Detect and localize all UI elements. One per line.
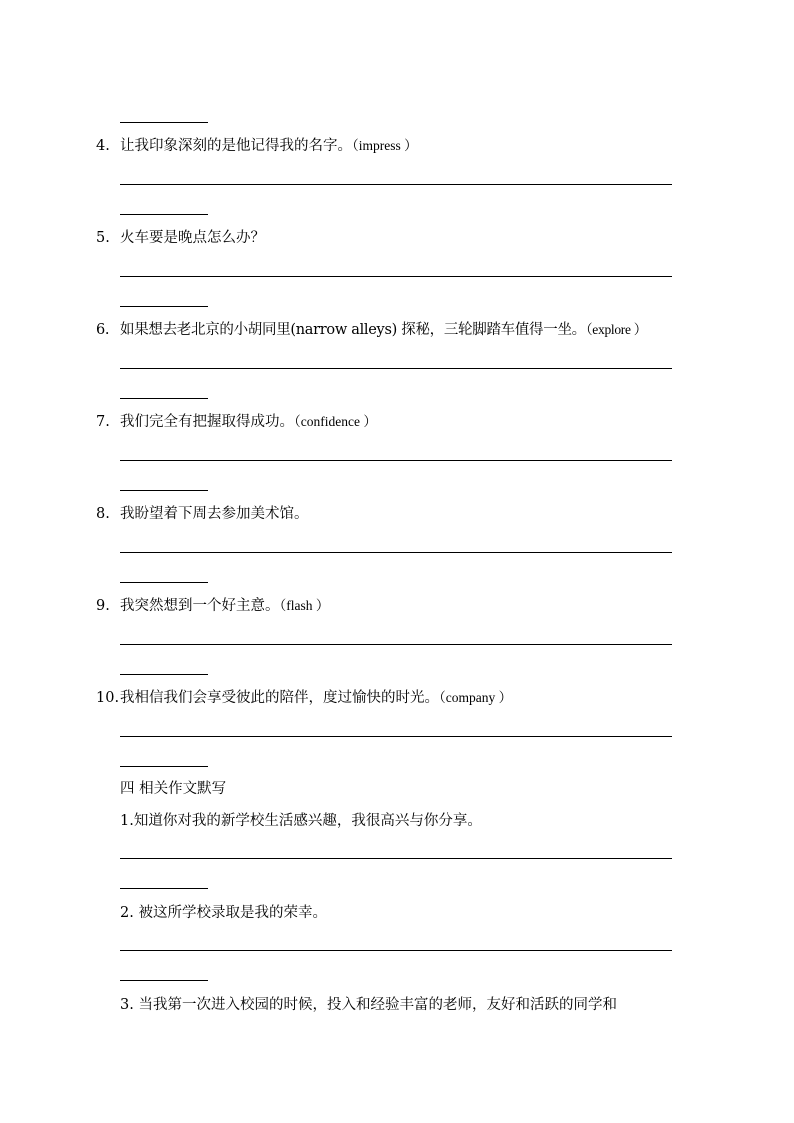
question-text: 我们完全有把握取得成功。: [120, 414, 294, 430]
question-hint: （flash ）: [279, 598, 330, 613]
question-8: [96, 505, 676, 523]
answer-line-short: [120, 888, 208, 889]
section-item-2: 2. 被这所学校录取是我的荣幸。: [120, 905, 327, 921]
section-item-3: 3. 当我第一次进入校园的时候，投入和经验丰富的老师，友好和活跃的同学和: [120, 997, 617, 1013]
question-text: 火车要是晚点怎么办？: [120, 230, 265, 246]
answer-line-short: [120, 766, 208, 767]
answer-line-short: [120, 980, 208, 981]
question-text: 让我印象深刻的是他记得我的名字。: [120, 138, 352, 154]
answer-line-short: [120, 122, 208, 123]
answer-line: [120, 460, 672, 461]
question-number: 5.: [96, 230, 110, 246]
question-5: [96, 229, 676, 247]
question-text: 如果想去老北京的小胡同里(narrow alleys) 探秘，三轮脚踏车值得一坐。: [120, 322, 586, 338]
question-hint: （confidence ）: [294, 414, 377, 429]
question-9: [96, 597, 676, 615]
question-hint: （explore ）: [585, 322, 647, 337]
question-number: 4.: [96, 138, 110, 154]
question-number: 8.: [96, 506, 110, 522]
answer-line-short: [120, 398, 208, 399]
section-item-1: 1.知道你对我的新学校生活感兴趣，我很高兴与你分享。: [120, 813, 482, 829]
answer-line: [120, 368, 672, 369]
question-10: [96, 689, 676, 707]
answer-line-short: [120, 490, 208, 491]
question-number: 9.: [96, 598, 110, 614]
question-7: [96, 413, 676, 431]
section-heading: 四 相关作文默写: [120, 781, 227, 797]
question-6: [96, 321, 676, 339]
answer-line-short: [120, 306, 208, 307]
question-text: 我相信我们会享受彼此的陪伴，度过愉快的时光。: [120, 690, 439, 706]
answer-line: [120, 276, 672, 277]
answer-line: [120, 644, 672, 645]
question-hint: （company ）: [439, 690, 513, 705]
question-text: 我盼望着下周去参加美术馆。: [120, 506, 309, 522]
question-number: 7.: [96, 414, 110, 430]
question-hint: （impress ）: [352, 138, 418, 153]
question-text: 我突然想到一个好主意。: [120, 598, 280, 614]
question-number: 6.: [96, 322, 110, 338]
answer-line-short: [120, 582, 208, 583]
question-number: 10.: [96, 690, 120, 706]
answer-line: [120, 552, 672, 553]
answer-line: [120, 950, 672, 951]
question-4: [96, 137, 676, 155]
answer-line: [120, 858, 672, 859]
answer-line-short: [120, 214, 208, 215]
answer-line: [120, 184, 672, 185]
answer-line-short: [120, 674, 208, 675]
answer-line: [120, 736, 672, 737]
